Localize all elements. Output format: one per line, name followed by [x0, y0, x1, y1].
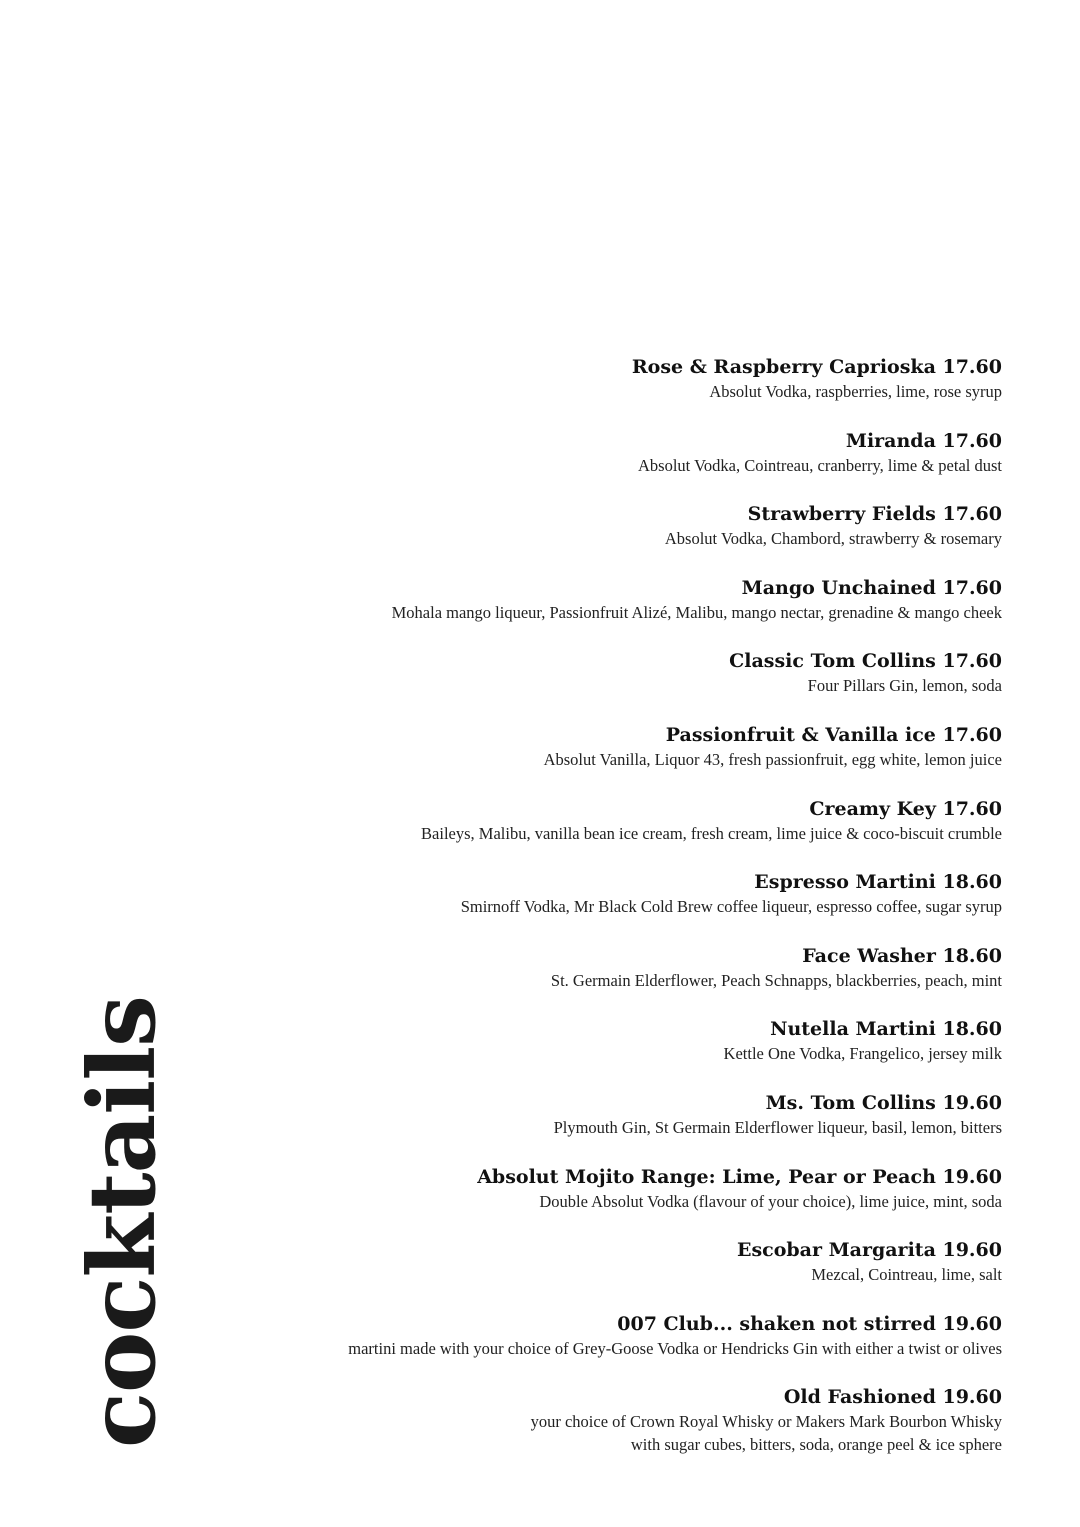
- item-description: your choice of Crown Royal Whisky or Makers Mark Bourbon Whisky: [530, 1412, 1002, 1432]
- item-description: Four Pillars Gin, lemon, soda: [807, 676, 1002, 696]
- section-title: cocktails: [68, 996, 176, 1448]
- menu-item: [242, 576, 1002, 650]
- menu-item: [242, 649, 1002, 723]
- item-description: Absolut Vanilla, Liquor 43, fresh passionfruit, egg white, lemon juice: [543, 749, 1002, 769]
- item-title: Nutella Martini 18.60: [770, 1018, 1002, 1041]
- item-description-line-2: with sugar cubes, bitters, soda, orange peel & ice sphere: [630, 1435, 1002, 1455]
- item-title: Espresso Martini 18.60: [754, 871, 1002, 894]
- item-description: Absolut Vodka, raspberries, lime, rose syrup: [709, 382, 1002, 401]
- menu-item: [242, 1385, 1002, 1459]
- menu-item: [242, 1091, 1002, 1165]
- menu-item: [242, 797, 1002, 871]
- item-title: Mango Unchained 17.60: [741, 576, 1002, 599]
- menu-item: [242, 944, 1002, 1018]
- menu-item: [242, 870, 1002, 944]
- item-description: Baileys, Malibu, vanilla bean ice cream, fresh cream, lime juice & coco-biscuit crumble: [421, 823, 1002, 843]
- item-title: 007 Club... shaken not stirred 19.60: [617, 1312, 1002, 1335]
- item-title: Escobar Margarita 19.60: [736, 1239, 1002, 1262]
- menu-item: [242, 429, 1002, 503]
- menu-item: [242, 1165, 1002, 1239]
- item-title: Ms. Tom Collins 19.60: [765, 1091, 1002, 1114]
- item-description: Double Absolut Vodka (flavour of your choice), lime juice, mint, soda: [539, 1191, 1002, 1211]
- menu-item: [242, 1017, 1002, 1091]
- section-title-vertical: [68, 996, 176, 1448]
- item-description: St. Germain Elderflower, Peach Schnapps, blackberries, peach, mint: [550, 970, 1002, 990]
- item-description: Absolut Vodka, Chambord, strawberry & rosemary: [664, 529, 1002, 549]
- item-title: Absolut Mojito Range: Lime, Pear or Peach 19.60: [477, 1165, 1002, 1188]
- item-title: Strawberry Fields 17.60: [747, 503, 1002, 526]
- menu-item: [242, 1312, 1002, 1386]
- menu-item: [242, 723, 1002, 797]
- item-title: Classic Tom Collins 17.60: [729, 650, 1002, 673]
- item-description: Plymouth Gin, St Germain Elderflower liqueur, basil, lemon, bitters: [553, 1117, 1002, 1137]
- menu-item: [242, 502, 1002, 576]
- item-description: Mohala mango liqueur, Passionfruit Alizé, Malibu, mango nectar, grenadine & mango cheek: [391, 602, 1002, 622]
- item-title: Passionfruit & Vanilla ice 17.60: [665, 723, 1002, 746]
- item-title: Rose & Raspberry Caprioska 17.60: [631, 356, 1002, 378]
- menu-item: [242, 355, 1002, 429]
- item-description: martini made with your choice of Grey-Goose Vodka or Hendricks Gin with either a twist or olives: [348, 1338, 1002, 1358]
- menu-item: [242, 1238, 1002, 1312]
- item-description: Absolut Vodka, Cointreau, cranberry, lime & petal dust: [638, 455, 1002, 475]
- item-description: Kettle One Vodka, Frangelico, jersey milk: [723, 1044, 1002, 1064]
- item-title: Creamy Key 17.60: [809, 797, 1002, 820]
- item-title: Miranda 17.60: [845, 429, 1002, 452]
- item-title: Old Fashioned 19.60: [783, 1386, 1002, 1409]
- cocktail-list: [242, 355, 1002, 1459]
- item-description: Smirnoff Vodka, Mr Black Cold Brew coffee liqueur, espresso coffee, sugar syrup: [460, 897, 1002, 917]
- item-description: Mezcal, Cointreau, lime, salt: [811, 1265, 1002, 1285]
- item-title: Face Washer 18.60: [802, 944, 1002, 967]
